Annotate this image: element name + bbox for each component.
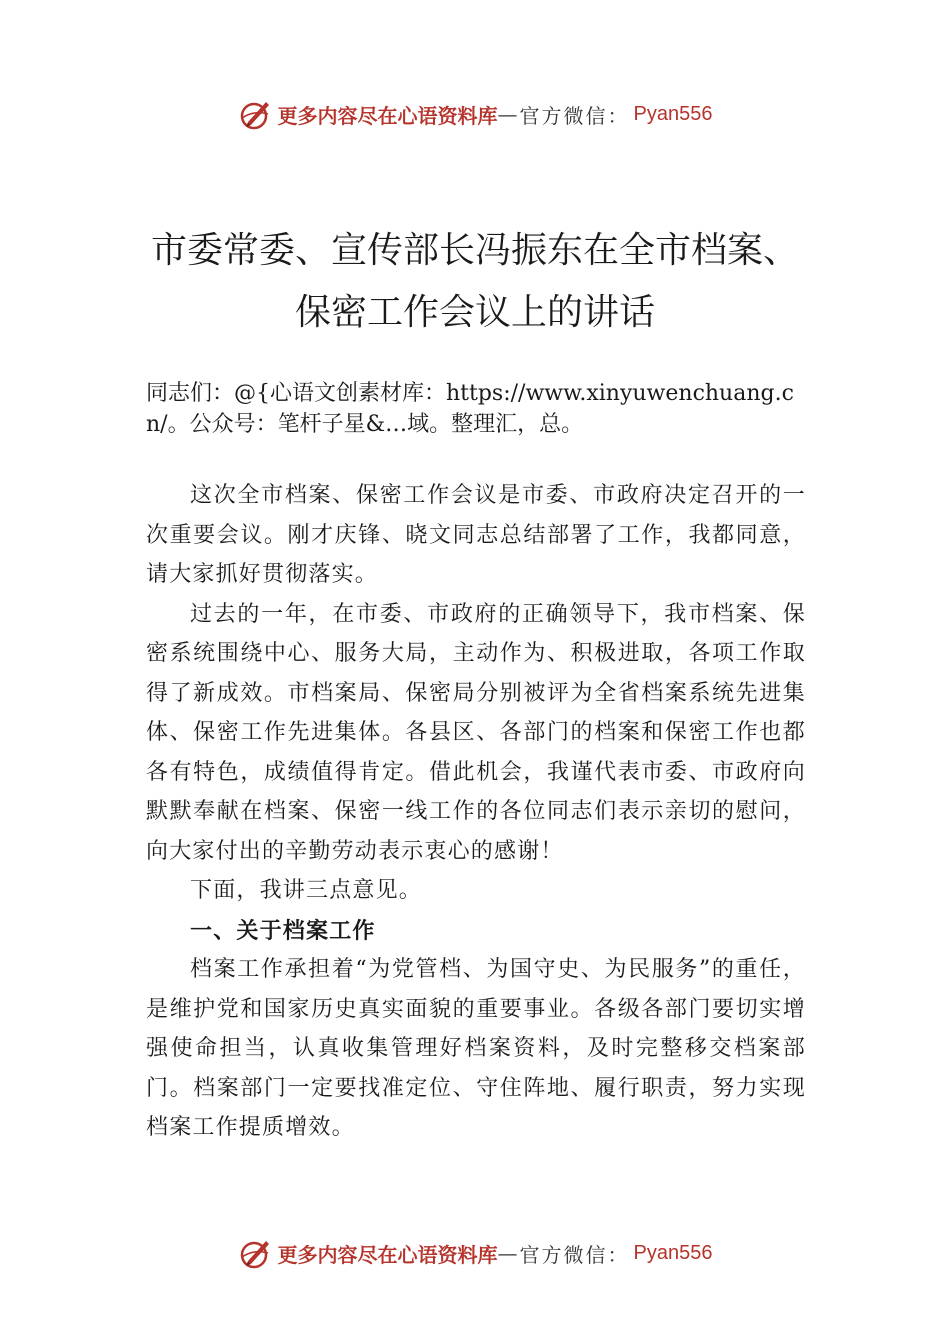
document-body: [146, 476, 806, 1148]
banner-brand-text: 更多内容尽在心语资料库: [277, 103, 498, 128]
banner-wechat-id: Pyan556: [633, 1241, 713, 1264]
document-title-line-1: 市委常委、宣传部长冯振东在全市档案、: [150, 230, 799, 271]
banner-dash: —: [497, 102, 520, 126]
banner-wechat-label: 官方微信：: [519, 1242, 630, 1267]
pen-logo-icon: [238, 1235, 274, 1271]
paragraph: 过去的一年，在市委、市政府的正确领导下，我市档案、保密系统围绕中心、服务大局，主动作为、积极进取，各项工作取得了新成效。市档案局、保密局分别被评为全省档案系统先进集体、保密工作先进集体。各县区、各部门的档案和保密工作也都各有特色，成绩值得肯定。借此机会，我谨代表市委、市政府向默默奉献在档案、保密一线工作的各位同志们表示亲切的慰问，向大家付出的辛勤劳动表示衷心的感谢！: [146, 601, 806, 864]
intro-greeting: 同志们：@{心语文创素材库：https://www.xinyuwenchuang.cn/。公众号：笔杆子星&…域。整理汇，总。: [146, 381, 794, 437]
pen-logo-icon: [238, 96, 274, 132]
paragraph: 下面，我讲三点意见。: [190, 878, 423, 903]
banner-wechat-label: 官方微信：: [519, 103, 630, 128]
header-banner: [0, 94, 950, 134]
section-heading: 一、关于档案工作: [190, 917, 376, 943]
paragraph: 档案工作承担着“为党管档、为国守史、为民服务”的重任，是维护党和国家历史真实面貌的重要事业。各级各部门要切实增强使命担当，认真收集管理好档案资料，及时完整移交档案部门。档案部门一定要找准定位、守住阵地、履行职责，努力实现档案工作提质增效。: [146, 957, 806, 1140]
footer-banner: [0, 1233, 950, 1273]
document-title-line-2: 保密工作会议上的讲话: [294, 292, 655, 333]
paragraph: 这次全市档案、保密工作会议是市委、市政府决定召开的一次重要会议。刚才庆锋、晓文同志总结部署了工作，我都同意，请大家抓好贯彻落实。: [146, 483, 806, 587]
banner-brand-text: 更多内容尽在心语资料库: [277, 1242, 498, 1267]
banner-wechat-id: Pyan556: [633, 102, 713, 125]
banner-dash: —: [497, 1241, 520, 1265]
